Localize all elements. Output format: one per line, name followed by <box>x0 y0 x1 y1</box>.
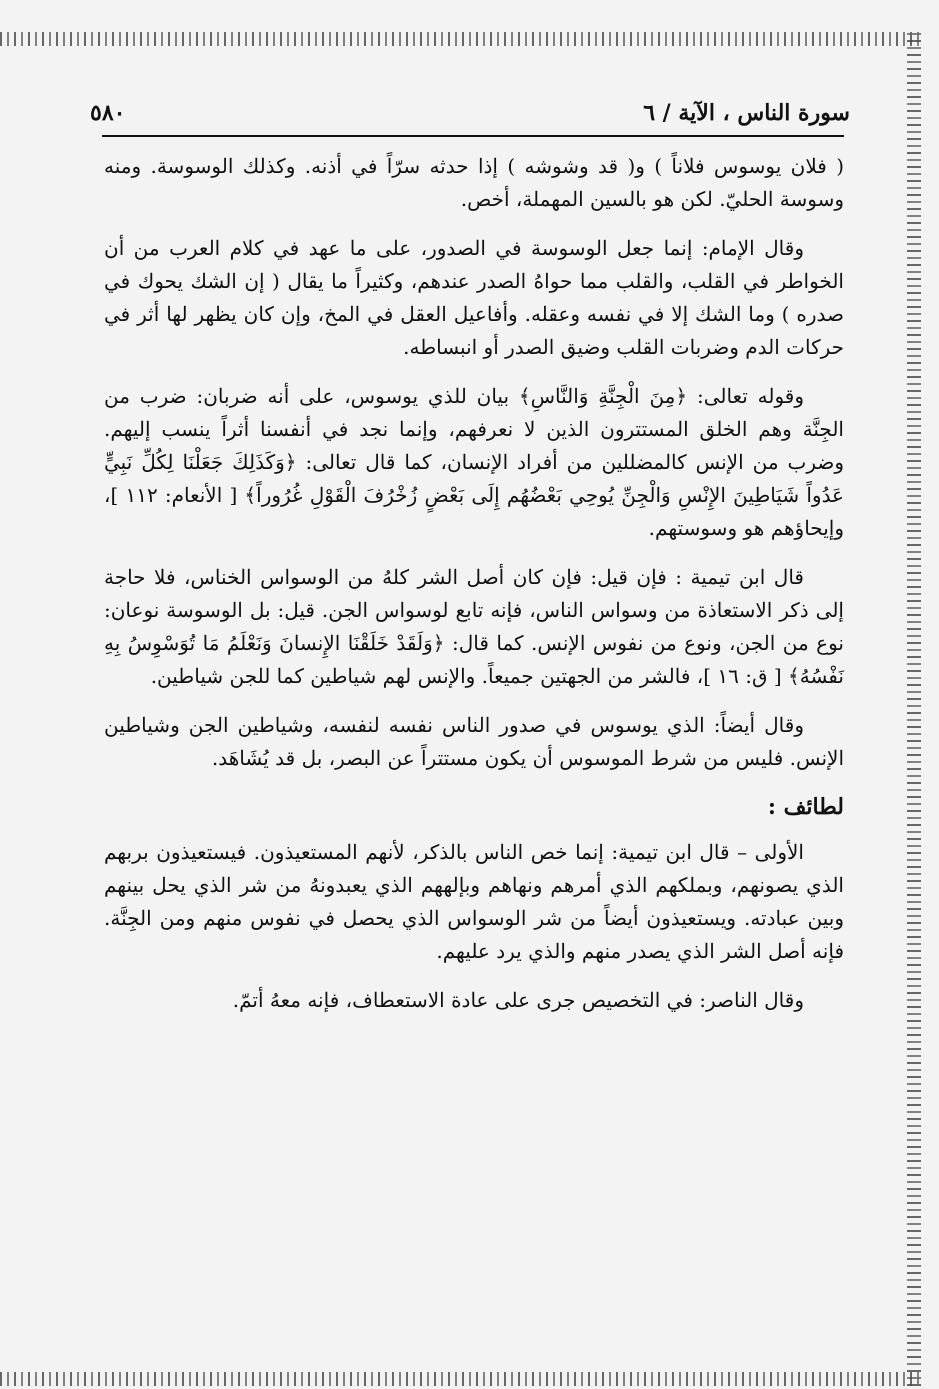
section-heading: لطائف : <box>767 794 844 820</box>
paragraph: وقوله تعالى: ﴿مِنَ الْجِنَّةِ وَالنَّاسِ﴾ بيان للذي يوسوس، على أنه ضربان: ضرب من الجِنَّة وهم الخلق المستترون الذين لا نعرفهم، وإنما نجد في أنفسنا أثراً ينسب إليهم. وضرب من الإنس كالمضللين من أفراد الإنسان، كما قال تعالى: ﴿وَكَذَلِكَ جَعَلْنَا لِكُلِّ نَبِيٍّ عَدُواً شَيَاطِينَ الإِنْسِ وَالْجِنِّ يُوحِي بَعْضُهُم إِلَى بَعْضٍ زُخْرُفَ الْقَوْلِ غُرُوراً﴾ [ الأنعام: ١١٢ ]، وإيحاؤهم هو وسوستهم. <box>104 384 844 540</box>
decorative-border-top <box>0 32 921 46</box>
page-header <box>90 84 850 126</box>
paragraph: وقال الناصر: في التخصيص جرى على عادة الاستعطاف، فإنه معهُ أتمّ. <box>232 988 804 1012</box>
page-body <box>104 150 844 1033</box>
paragraph: الأولى – قال ابن تيمية: إنما خص الناس بالذكر، لأنهم المستعيذون. فيستعيذون بربهم الذي يصونهم، وبملكهم الذي أمرهم ونهاهم وبإلههم الذي يعبدونهُ من شر الذي يحل بينهم وبين عبادته. ويستعيذون أيضاً من شر الوسواس الذي يحصل في نفوس منهم ومن الجِنَّة. فإنه أصل الشر الذي يصدر منهم والذي يرد عليهم. <box>104 840 844 963</box>
paragraph: وقال أيضاً: الذي يوسوس في صدور الناس نفسه لنفسه، وشياطين الجن وشياطين الإنس. فليس من شرط الموسوس أن يكون مستتراً عن البصر، بل قد يُشَاهَد. <box>104 713 844 770</box>
running-title: سورة الناس ، الآية / ٦ <box>643 100 850 126</box>
paragraph: قال ابن تيمية : فإن قيل: فإن كان أصل الشر كلهُ من الوسواس الخناس، فلا حاجة إلى ذكر الاستعاذة من وسواس الناس، فإنه تابع لوسواس الجن. قيل: بل الوسوسة نوعان: نوع من الجن، ونوع من نفوس الإنس. كما قال: ﴿وَلَقَدْ خَلَقْنَا الإِنسانَ وَنَعْلَمُ مَا تُوَسْوِسُ بِهِ نَفْسُهُ﴾ [ ق: ١٦ ]، فالشر من الجهتين جميعاً. والإنس لهم شياطين كما للجن شياطين. <box>104 565 844 688</box>
decorative-border-bottom <box>0 1372 921 1386</box>
paragraph: وقال الإمام: إنما جعل الوسوسة في الصدور، على ما عهد في كلام العرب من أن الخواطر في القلب، والقلب مما حواهُ الصدر عندهم، وكثيراً ما يقال ( إن الشك يحوك في صدره ) وما الشك إلا في نفسه وعقله. وأفاعيل العقل في المخ، وإن كان يظهر لها أثر في حركات الدم وضربات القلب وضيق الصدر أو انبساطه. <box>104 236 844 359</box>
page-number: ٥٨٠ <box>90 100 126 126</box>
decorative-border-right <box>907 32 921 1386</box>
header-rule <box>102 135 844 137</box>
paragraph: ( فلان يوسوس فلاناً ) و( قد وشوشه ) إذا حدثه سرّاً في أذنه. وكذلك الوسوسة. ومنه وسوسة الحليّ. لكن هو بالسين المهملة، أخص. <box>104 154 844 211</box>
